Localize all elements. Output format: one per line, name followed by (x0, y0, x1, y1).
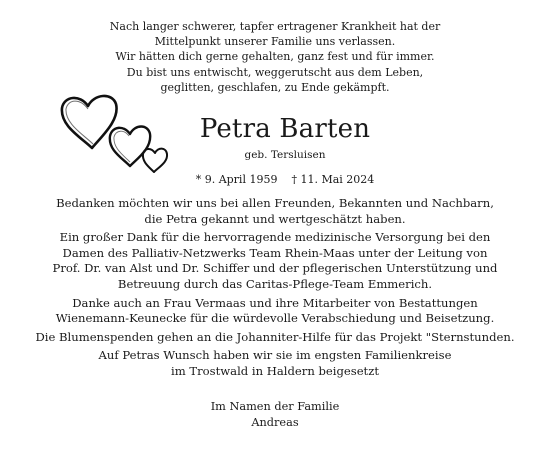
thanks-paragraph (10, 196, 540, 227)
signature-name: Andreas (251, 416, 299, 429)
poem-line: Nach langer schwerer, tapfer ertragener Krankheit hat der (109, 20, 441, 33)
burial-paragraph (10, 348, 540, 379)
death-date: † 11. Mai 2024 (291, 173, 375, 186)
life-dates (190, 172, 380, 187)
birth-date: * 9. April 1959 (195, 173, 278, 186)
text-line: Wienemann-Keunecke für die würdevolle Verabschiedung und Beisetzung. (55, 311, 495, 326)
signature-line: Im Namen der Familie (210, 400, 340, 413)
thanks-text (10, 196, 540, 383)
text-line: Betreuung durch das Caritas-Pflege-Team Emmerich. (117, 276, 433, 291)
poem-line: geglitten, geschlafen, zu Ende gekämpft. (160, 80, 390, 94)
text-line: Damen des Palliativ-Netzwerks Team Rhein-Maas unter der Leitung von (62, 245, 488, 260)
donation-paragraph (10, 330, 540, 346)
poem (40, 19, 510, 95)
text-line: Die Blumenspenden gehen an die Johanniter-Hilfe für das Projekt "Sternstunden. (35, 329, 515, 344)
text-line: die Petra gekannt und wertgeschätzt haben. (144, 211, 406, 226)
text-line: Bedanken möchten wir uns bei allen Freunden, Bekannten und Nachbarn, (56, 196, 494, 210)
text-line: Auf Petras Wunsch haben wir sie im engsten Familienkreise (98, 348, 452, 363)
text-line: Ein großer Dank für die hervorragende medizinische Versorgung bei den (59, 230, 491, 245)
text-line: Danke auch an Frau Vermaas und ihre Mitarbeiter von Bestattungen (72, 295, 478, 310)
signature (175, 399, 375, 431)
deceased-name: Petra Barten (199, 114, 371, 144)
thanks-paragraph (10, 296, 540, 327)
deceased-info (190, 114, 380, 187)
text-line: Prof. Dr. van Alst und Dr. Schiffer und der pflegerischen Unterstützung und (52, 261, 498, 276)
three-hearts-icon (58, 92, 170, 174)
birth-name: geb. Tersluisen (244, 149, 326, 161)
poem-line: Mittelpunkt unserer Familie uns verlassen. (154, 35, 396, 49)
poem-line: Wir hätten dich gerne gehalten, ganz fest und für immer. (115, 50, 435, 64)
poem-line: Du bist uns entwischt, weggerutscht aus dem Leben, (126, 65, 424, 79)
text-line: im Trostwald in Haldern beigesetzt (171, 363, 379, 378)
thanks-paragraph (10, 230, 540, 292)
